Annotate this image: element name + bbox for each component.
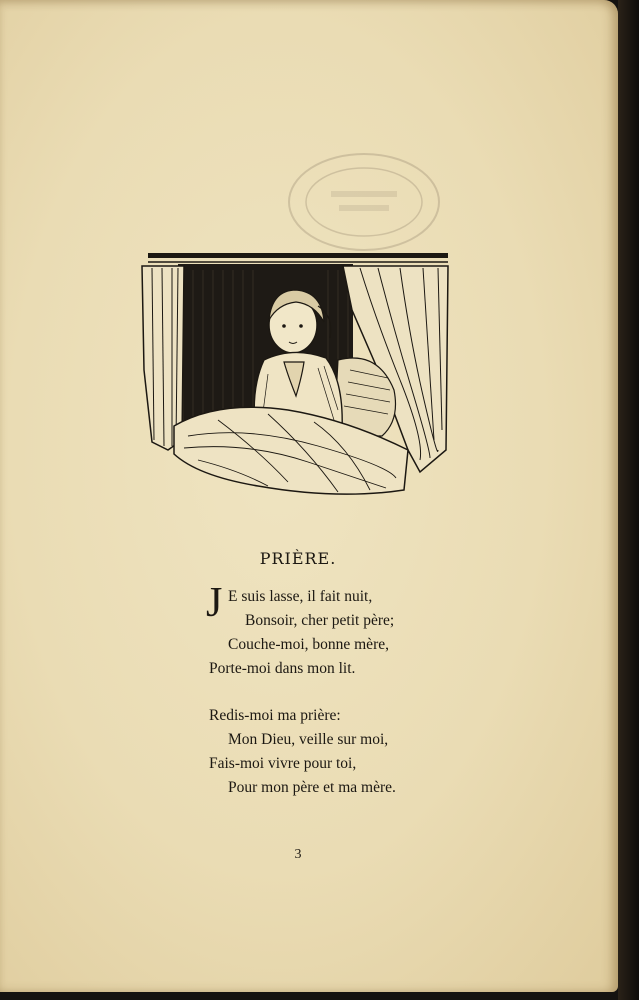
stanza2-line2: Mon Dieu, veille sur moi, [228,731,389,748]
stanza2-line4: Pour mon père et ma mère. [228,779,396,796]
stanza1-line2: Bonsoir, cher petit père; [245,612,395,629]
poem-title: PRIÈRE. [259,549,337,568]
stanza2-line3: Fais-moi vivre pour toi, [209,755,357,772]
stanza1-line1: E suis lasse, il fait nuit, [228,588,373,605]
book-edge-shadow [618,0,639,1000]
stanza2-line1: Redis-moi ma prière: [209,707,341,724]
stanza1-line4: Porte-moi dans mon lit. [209,660,356,677]
child-praying-illustration [138,250,454,502]
drop-cap-letter: J [206,580,223,626]
library-stamp-seal [283,147,445,257]
stanza1-line3: Couche-moi, bonne mère, [228,636,389,653]
page-number: 3 [294,847,302,862]
